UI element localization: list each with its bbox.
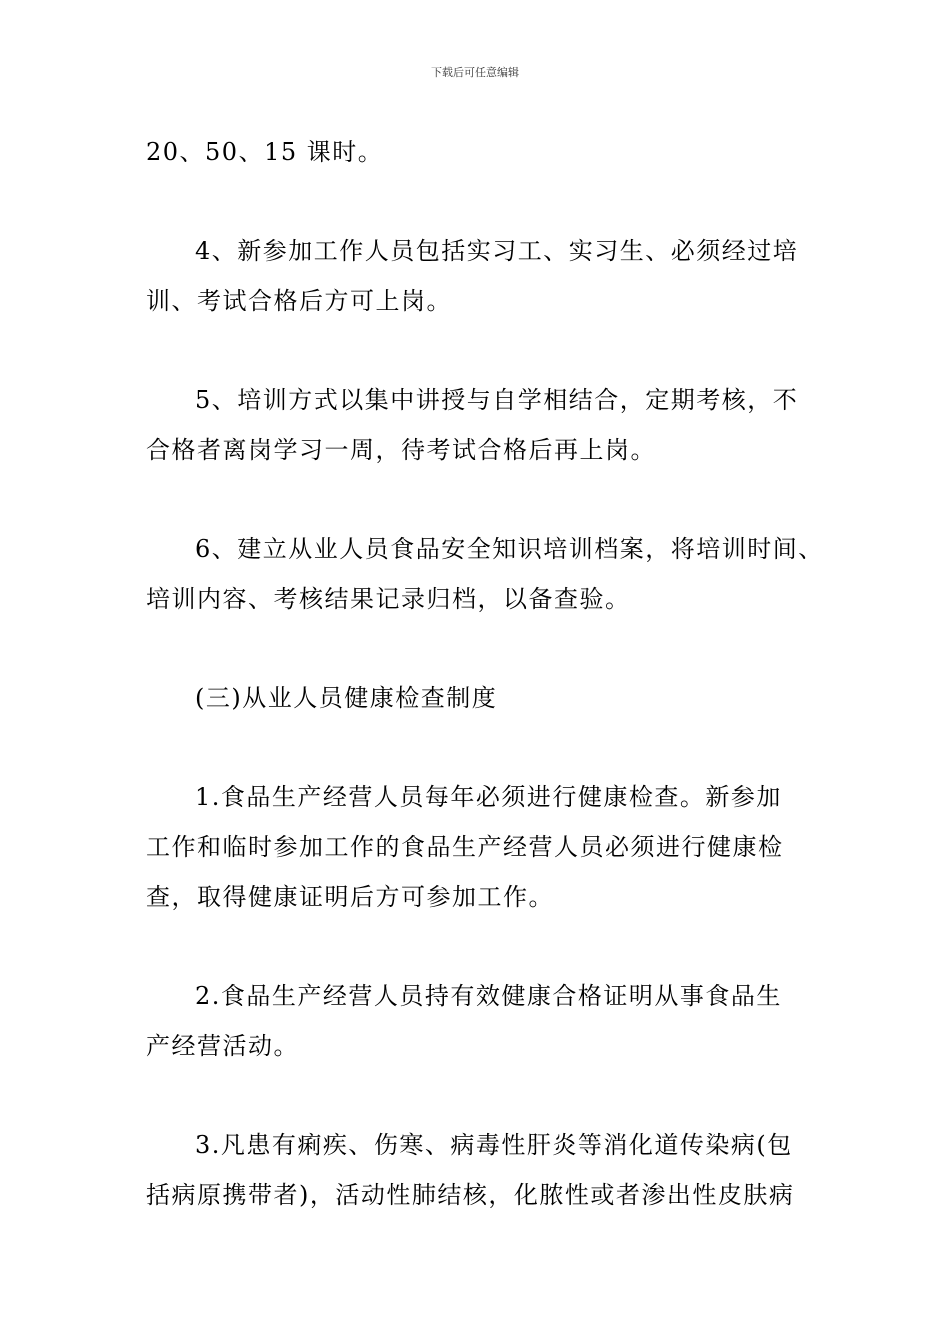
text-line: 6、建立从业人员食品安全知识培训档案，将培训时间、 [195,535,824,563]
text-line: 4、新参加工作人员包括实习工、实习生、必须经过培 [195,237,799,265]
text-line: 培训内容、考核结果记录归档，以备查验。 [146,585,631,613]
text-line: 2.食品生产经营人员持有效健康合格证明从事食品生 [195,982,782,1010]
section-heading: (三)从业人员健康检查制度 [195,684,498,712]
text-line: 5、培训方式以集中讲授与自学相结合，定期考核，不 [195,386,799,414]
text-line: 产经营活动。 [146,1032,299,1060]
text-line: 查，取得健康证明后方可参加工作。 [146,883,554,911]
text-line: 合格者离岗学习一周，待考试合格后再上岗。 [146,436,656,464]
text-line: 20、50、15 课时。 [146,138,384,166]
text-line: 括病原携带者)，活动性肺结核，化脓性或者渗出性皮肤病 [146,1181,795,1209]
text-line: 训、考试合格后方可上岗。 [146,287,452,315]
text-line: 1.食品生产经营人员每年必须进行健康检查。新参加 [195,783,782,811]
page-header: 下载后可任意编辑 [431,66,519,79]
text-line: 3.凡患有痢疾、伤寒、病毒性肝炎等消化道传染病(包 [195,1131,793,1159]
text-line: 工作和临时参加工作的食品生产经营人员必须进行健康检 [146,833,784,861]
